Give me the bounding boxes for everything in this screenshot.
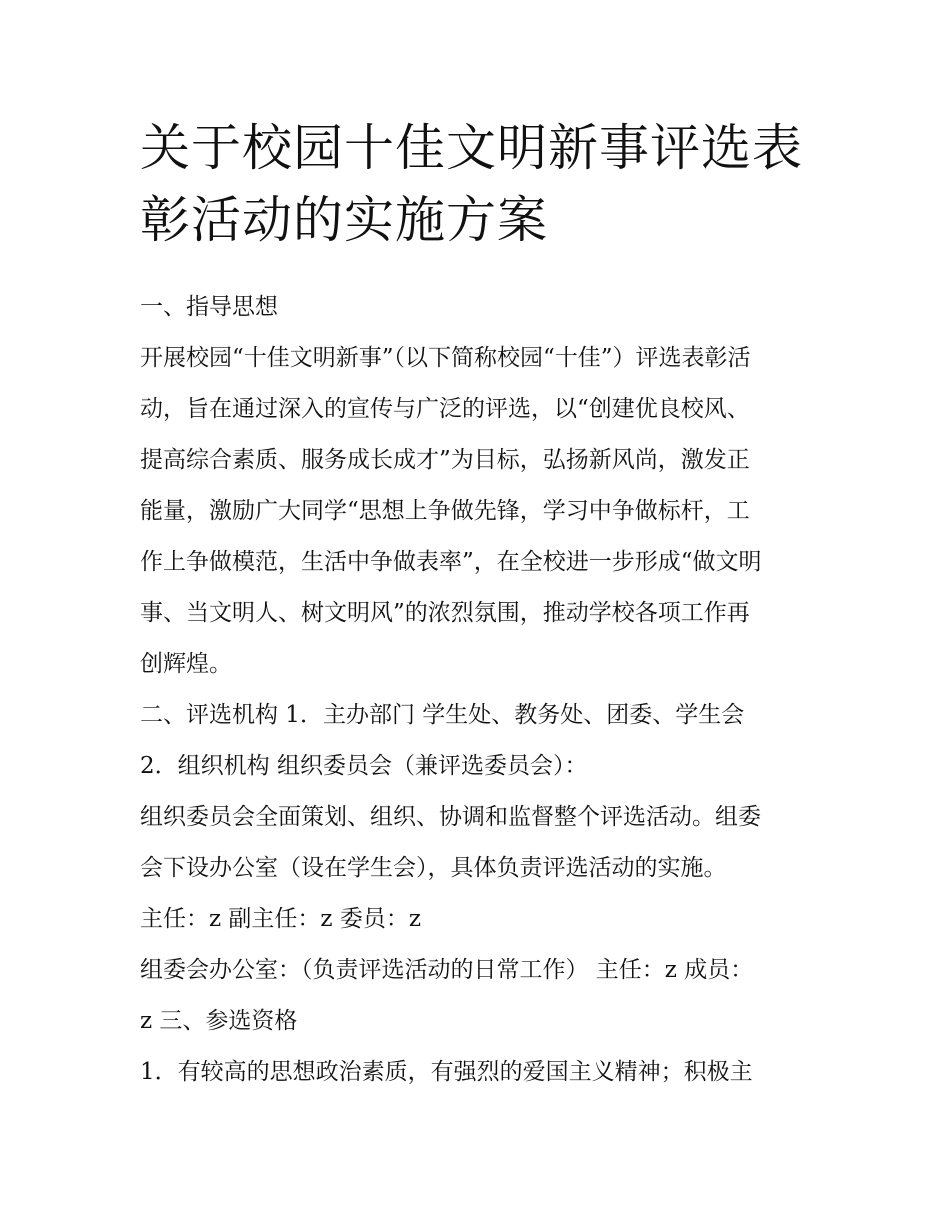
paragraph-line: 组委会办公室：（负责评选活动的日常工作） 主任：z 成员： bbox=[140, 957, 754, 983]
document-body bbox=[140, 282, 820, 1098]
section-heading-organization: 二、评选机构 1．主办部门 学生处、教务处、团委、学生会 bbox=[140, 702, 745, 728]
document-title bbox=[140, 112, 820, 256]
paragraph-line: 创辉煌。 bbox=[140, 651, 232, 677]
section-heading-eligibility: z 三、参选资格 bbox=[140, 1008, 298, 1034]
section-heading-guiding-ideology: 一、指导思想 bbox=[140, 294, 278, 320]
paragraph-line: 会下设办公室（设在学生会），具体负责评选活动的实施。 bbox=[140, 855, 727, 881]
paragraph-line: 1．有较高的思想政治素质，有强烈的爱国主义精神；积极主 bbox=[140, 1059, 753, 1085]
title-line-2: 彰活动的实施方案 bbox=[140, 191, 548, 249]
paragraph-line: 主任：z 副主任：z 委员：z bbox=[140, 906, 421, 932]
paragraph-line: 作上争做模范，生活中争做表率”，在全校进一步形成“做文明 bbox=[140, 549, 762, 575]
paragraph-line: 能量，激励广大同学“思想上争做先锋，学习中争做标杆，工 bbox=[140, 498, 750, 524]
paragraph-line: 组织委员会全面策划、组织、协调和监督整个评选活动。组委 bbox=[140, 804, 761, 830]
paragraph-line: 2．组织机构 组织委员会（兼评选委员会）： bbox=[140, 753, 588, 779]
paragraph-line: 事、当文明人、树文明风”的浓烈氛围，推动学校各项工作再 bbox=[140, 600, 750, 626]
paragraph-line: 提高综合素质、服务成长成才”为目标，弘扬新风尚，激发正 bbox=[140, 447, 750, 473]
paragraph-line: 开展校园“十佳文明新事”（以下简称校园“十佳”）评选表彰活 bbox=[140, 345, 751, 371]
paragraph-line: 动，旨在通过深入的宣传与广泛的评选，以“创建优良校风、 bbox=[140, 396, 750, 422]
title-line-1: 关于校园十佳文明新事评选表 bbox=[140, 119, 803, 177]
